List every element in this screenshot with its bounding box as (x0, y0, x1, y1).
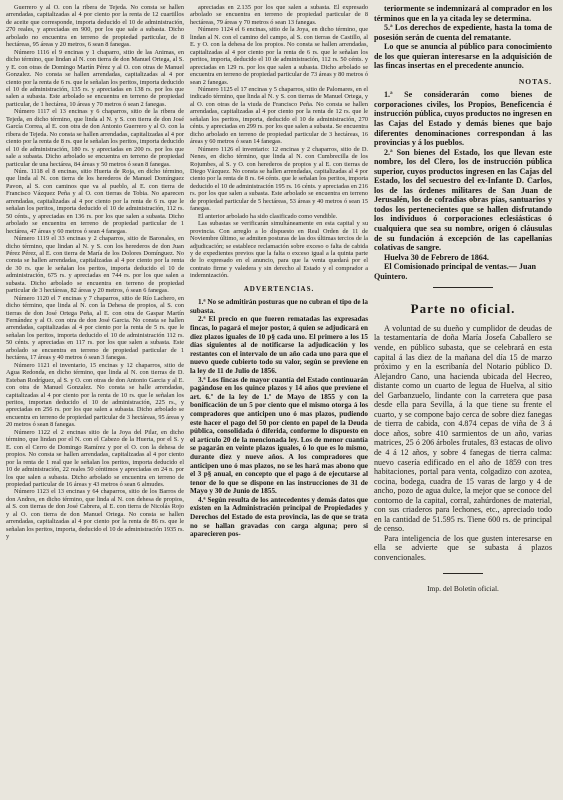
signature-block (374, 253, 552, 282)
section-divider (443, 573, 483, 574)
notas-list (374, 90, 552, 252)
column-3 (374, 4, 552, 800)
advertencia-item: 3.ª Los fincas de mayor cuantía del Estado continuarán pagándose en los quince plazos y 14 años que previene el art. 6.º de la ley de 1.º de Mayo de 1855 y con la bonificación de un 5 por ciento que el mismo otorga á los compradores que anticipen uno ó mas plazos, pudiendo este hacer el pago del 50 por ciento en papel de la Deuda pública, consolidada ó diferida, conforme lo dispuesto en el artículo 20 de la mencionada ley. Los de menor cuantía se pagarán en veinte plazos iguales, ó lo que es lo mismo, durante diez y nueve años. A los compradores que anticipen uno ó mas plazos, no se les hará mas abono que el 3 p§ anual, en concepto que el pago á de ejecutarse al tenor de lo que se dispone en las instrucciones de 31 de Mayo y 30 de Junio de 1855. (190, 375, 368, 496)
nota-item: 1.ª Se considerarán como bienes de corporaciones civiles, los Propios, Beneficencia é instrucción pública, cuyos productos no ingresen en las Cajas del Estado y demás bienes que bajo diferentes denominaciones correspondan á las provincias y á los pueblos. (374, 90, 552, 148)
parte-oficial-heading: Parte no oficial. (410, 301, 516, 317)
column-1 (6, 4, 184, 800)
notas-heading: NOTAS. (518, 76, 552, 86)
col2-paragraph: Número 1125 el 17 encinas y 5 chaparros, sitio de Palomares, en el indicado término, que linda al N. y S. con tierras de Manuel Ortega, y al O. con otras de la viuda de Francisco Peña. No consta se hallen arrendadas, capitalizadas al 4 por ciento por la renta de 12 rs. que le señalan los peritos, importa, deducido el 10 de administración, 270 cénts. y apreciadas en 299 rs. por los que salen a subasta. Se encuentra dicho arbolado en terreno de propiedad particular de 3 hectáreas, 16 áreas y 60 metros ó sean 14 fanegas. (190, 85, 368, 146)
advertencia-item: 2.ª El precio en que fueren rematadas las expresadas fincas, lo pagará el mejor postor, á quien se adjudicará en diez plazos iguales de 10 p§ cada uno. El primero a los 15 días siguientes al de notificarse la adjudicación y los restantes con el intervalo de un año cada uno para que el nuevo quede cubierto todo su valor, según se previene en la ley de 11 de Julio de 1856. (190, 315, 368, 375)
col2-paragraph: Número 1124 el 6 encinas, sitio de la Joya, en dicho término, que lindan al N. con el camino del campo, al S. con tierras de Castillo, al E. y O. con la dehesa de los propios. No consta se hallen arrendadas, capitalizadas al 4 por ciento por la renta de 6 rs. que le señalan los peritos, importa, deducido el 10 de administración, 112 rs. 50 cénts. y apreciadas en 129 rs. por los que salen a subasta. Dicho arbolado se encuentra en terreno de propiedad particular de 73 áreas y 80 metros ó sean 2 fanegas. (190, 26, 368, 86)
col2-paragraph: apreciadas en 2.135 por los que salen a subasta. El expresado arbolado se encuentra en terreno de propiedad particular de 8 hectáreas, 79 áreas y 70 metros ó sean 13 fanegas. (190, 4, 368, 26)
col1-paragraph: Número 1123 el 13 encinas y 64 chaparros, sitio de los Barros de don Andres, en dicho término, que linda al N. con dehesa de propios, al S. con tierras de don José Cabrera, al E. con tierra de Nicolás Rojo y al O. con tierra de don Manuel Ortega. No consta se hallen arrendadas, capitalizadas al 4 por ciento por la renta de 86 rs. que le señalan los peritos, importa, deducido el 10 de administración 1935 rs. y (6, 488, 184, 541)
col1-paragraph: Número 1121 el inventario, 15 encinas y 12 chaparros, sitio de Agua Redonda, en dicho término, que linda al N. con tierras de D. Esteban Rodríguez, al S. y O. con otras de don Antonio Garcia y al E. con otra de Manuel Gonzalez. No consta se halle arrendadas, capitalizadas al 4 por ciento por la renta de 10 rs. que le señalan los peritos, importan deducido el 10 de administración, 225 rs., y apreciadas en 256 rs. por los que salen a subasta. Dicho arbolado se encuentra en terreno de propiedad particular de 3 hectáreas, 95 áreas y 20 metros ó sean 8 fanegas. (6, 361, 184, 429)
advertencia-item: 4.ª Según resulta de los antecedentes y demás datos que existen en la Administración principal de Propiedades y Derechos del Estado de esta provincia, las de que se trata no se hallan gravadas con carga alguna; pero si aparecieren pos- (190, 495, 368, 539)
col2-paragraph: Número 1126 el inventario: 12 encinas y 2 chaparros, sitio de D. Nenes, en dicho término, que linda al N. con Cumbrecilla de los Rojumbes, al S. y O. con herederos de propios y al E. con tierras de Diego Vázquez. No consta se hallen arrendadas, capitalizadas al 4 por ciento por la renta de 8 rs. 64 cénts. que le señalan los peritos, importa deducido el 10 de administración 195 rs. 16 cénts. y apreciadas en 216 rs. por los que salen a subasta. Este arbolado se encuentra en terreno de propiedad particular de 5 hectáreas, 53 áreas y 40 metros ó sean 15 fanegas. (190, 145, 368, 213)
signature-line: El Comisionado principal de ventas.— Juan Quintero. (374, 262, 537, 281)
col3-body-paragraph: A voluntad de su dueño y cumplidor de deudas de la testamentaría de doña María Josefa Caballero se vende, en público subasta, que se celebrará en esta capital á las diez de la mañana del día 15 de marzo próximo y en la escribanía del Notario público D. Alejandro Cano, una hacienda ubicada del Hecreo, distante como un cuarto de legua de Huelva, al sitio del Garbanzuelo, lindante con la carretera que pasa desde ella para Sevilla, á la que tiene su frente el cuarto, y se compone bajo cerca de sobre diez fanegas de tierra de cabida, con 4.874 cepas de viña de 3 á doce años, sobre 410 sarmientos de un año, varias matrices, 25 ó 206 árboles frutales, 83 estacas de olivo de 4 á 12 años, y sobre 4 fanegas de tierra calma: nuevo casería edificado en el año de 1859 con tres habitaciones, portal para venta, colgadizo con azotea, cocina, bodega, cuadra de 15 varas de largo y 4 de ancho, pozo de agua dulce, la mejor que se conoce del contorno de la capital, corral, zahúrdones de material, con sus criaderos para lechones, etc., apreciado todo en la cantidad de 51.595 rs. Tiene 600 rs. de principal de censo. (374, 323, 552, 534)
col1-paragraph: Número 1120 el 7 encinas y 7 chaparros, sitio de Río Lachero, en dicho término, que linda al N. con la Dehesa de propios, al S. con tierras de don José Ortega Peña, al E. con otra de Gaspar Martín Fernández y al O. con otra de don José Garcia. No consta se hallen arrendadas, capitalizadas al 4 por ciento por la renta de 5 rs. que le señalan los peritos, importa deducido el 10 de administración 112 rs. 50 cénts. y apreciadas en 117 rs. por los que salen a subasta. Este arbolado se encuentra en terreno de propiedad particular de 1 hectárea, 17 áreas y 40 metros ó sean 3 fanegas. (6, 294, 184, 362)
date-line: Huelva 30 de Febrero de 1864. (384, 252, 489, 262)
col3-paragraph: Lo que se anuncia al público para conocimiento de los que quieran interesarse en la adquisición de las fincas insertas en el precedente anuncio. (374, 42, 552, 71)
advertencias-list (190, 298, 368, 539)
advertencia-item: 1.ª No se admitirán posturas que no cubran el tipo de la subasta. (190, 298, 368, 315)
advertencias-heading: ADVERTENCIAS. (243, 284, 315, 293)
col3-body-paragraph: Para inteligencia de los que gusten interesarse en ella se advierte que se subasta á plazos convencionales. (374, 533, 552, 562)
col1-paragraph: Núm. 1118 el 8 encinas, sitio Huerta de Roja, en dicho término, que linda al N. con tierra de los herederos de Manuel Domínguez Pavon, al S. con caminos que va al pueblo, al E. con tierra de Francisco Vázquez Peña y al O. con tierras de Tobia. No aparecen arrendadas, capitalizadas al 4 por ciento por la renta de 6 rs. que le señalan los peritos, importa deducido el 10 de administración, 112 rs. 50 cénts., y apreciadas en 136 rs. por los que salen a subasta. Dicho arbolado se encuentra en terreno de propiedad particular de 1 hectárea, 47 áreas y 60 metros ó sean 4 fanegas. (6, 167, 184, 235)
section-divider (433, 287, 493, 288)
col1-paragraph: Número 1119 el 33 encinas y 2 chaparros, sitio de Baronales, en dicho término, que lindan al N. y S. con los herederos de don Juan Pérez Pérez, al E. con tierra de María de los Dolores Domínguez. No consta se hallen arrendadas, capitalizadas al 4 por ciento por la renta de 30 rs. que le señalan los peritos, importa deducido el 10 de administración, 675 rs. y apreciadas en 744 rs. por los que salen a subasta. Dicho arbolado se encuentra en terreno de propiedad particular de 3 hectáreas, 82 áreas y 20 metros, ó sean 6 fanegas. (6, 235, 184, 295)
col1-paragraph: Número 1116 el 9 encinas y 1 chaparro, sitio de las Animas, en dicho término, que lindan al N. con tierra de don Manuel Ortega, al S. y E. con otras de Domingo Martín Pérez y al O. con otras de Manuel Gonzalez. No consta se hallen arrendadas, capitalizadas al 4 por ciento por la renta de 6 rs. que le señalan los peritos, importa deducido el 10 de administración, 135 rs. y apreciadas en 138 rs. por los que salen a subasta. Este arbolado se encuentra en terreno de propiedad particular, de 1 hectárea, 10 áreas y 70 metros ó sean 2 fanegas. (6, 48, 184, 108)
col3-top-block (374, 4, 552, 71)
col1-paragraph: Guerrero y al O. con la ribera de Tejeda. No consta se hallen arrendadas, capitalizadas al 4 por ciento por la renta de 12 cuartillos de aceite que corresponde, importa deducido el 10 de administración, 270 reales, y apreciadas en 900, por los que sale a subasta. Dicho arbolado no encuentra en terreno de propiedad particular, de 8 hectáreas, 95 áreas y 20 metros, 6 sean 8 fanegas. (6, 4, 184, 49)
nota-item: 2.ª Son bienes del Estado, los que llevan este nombre, los del Clero, los de instrucción pública superior, cuyos productos ingresen en las Cajas del Estado, los del secuestro del ex-Infante D. Carlos, los de las órdenes militares de San Juan de Jerusalén, los de cofradías obras pías, santuarios y todos los pertenecientes que se hallen disfrutando los individuos ó corporaciones eclesiásticas ó cualquiera que sea su nombre, origen ó cláusulas de su fundación á excepción de las capellanías colativas de sangre. (374, 147, 552, 253)
col2-paragraph: El anterior arbolado ha sido clasificado como vendible. (198, 212, 338, 220)
col1-paragraph: Número 1117 el 13 encinas y 6 chaparros, sitio de la ribera de Tejeda, en dicho término, que linda al N. y S. con tierra de don José García Correa, al E. con otra de don Antonio Guerrero y al O. con la ribera de Tejeda. No consta se hallen arrendadas, capitalizadas al 4 por ciento por la renta de 8 rs. que le señalan los peritos, importa deducido el 10 de administración, 180 rs. y apreciadas en 200 rs. por los que sale a subasta. Dicho arbolado se encuentra en terreno de propiedad particular de una hectárea, 84 áreas y 50 metros ó sean 8 fanegas. (6, 108, 184, 168)
col3-paragraph: teriormente se indemnizará al comprador en los términos que en la ya citada ley se determina. (374, 4, 552, 23)
col1-paragraph: Número 1122 el 2 encinas sitio de la Joya del Pilar, en dicho término, que lindan por el N. con el Cabezo de la Huerta, por el S. y E. con el Cerro de Domingo Ramírez y por el O. con la dehesa de propios. No consta se hallen arrendadas, capitalizadas al 4 por ciento por la renta de 1 real que le señalan los peritos, importa deducido el 10 de administración, 22 reales 50 céntimos y apreciadas en 24 n. por los que salen a subasta. Dicho arbolado se encuentra en terreno de propiedad particular de 16 áreas y 43 metros ó sean 6 almudes. (6, 428, 184, 488)
column-2 (190, 4, 368, 800)
col2-paragraph: Las subastas se verificarán simultáneamente en esta capital y su provincia. Con arreglo a lo dispuesto en Real Orden de 11 de Noviembre último, se admiten posturas de las dos últimas tercios de la adjudicación; se establece reclamación sobre exceso o falta de cabida y de expedientes previos que la falta o exceso igual a la quinta parte de lo expresado en el anuncio, para que la venta quedará por el contrato firme y valedera y sin derecho al Estado y el comprador a indemnización. (190, 220, 368, 280)
col3-paragraph: 5.ª Los derechos de expediente, hasta la toma de posesión serán de cuenta del rematante. (374, 23, 552, 42)
imprenta-line: Imp. del Boletín oficial. (427, 583, 499, 593)
